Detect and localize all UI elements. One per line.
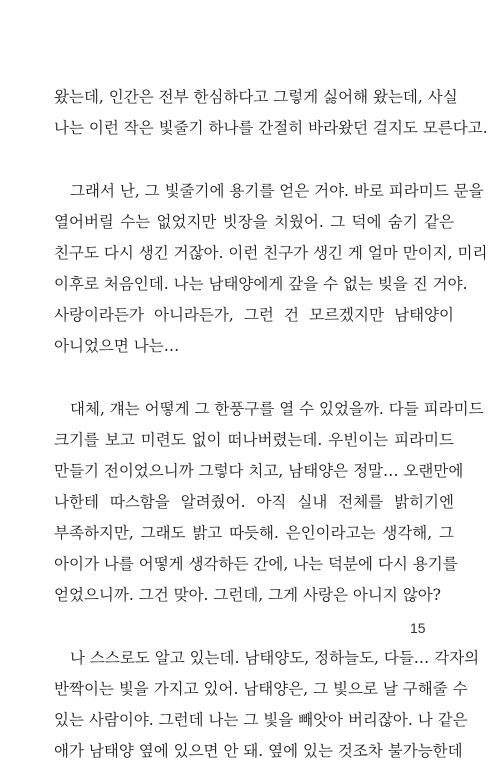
text-line: 나한테 따스함을 알려줬어. 아직 실내 전체를 밝히기엔 [54, 493, 454, 511]
text-line: 얻었으니까. 그건 맞아. 그런데, 그게 사랑은 아니지 않아? [54, 586, 441, 604]
text-line: 열어버릴 수는 없었지만 빗장을 치웠어. 그 덕에 숨기 같은 [54, 213, 454, 231]
paragraph-4 [54, 643, 480, 767]
text-line: 애가 남태양 옆에 있으면 안 돼. 옆에 있는 것조차 불가능한데 [54, 742, 463, 760]
text-line: 아니었으면 나는… [54, 337, 180, 355]
text-line: 나는 이런 작은 빛줄기 하나를 간절히 바라왔던 걸지도 모른다고. [54, 119, 488, 137]
text-line: 반짝이는 빛을 가지고 있어. 남태양은, 그 빛으로 날 구해줄 수 [54, 680, 468, 698]
page-number: 15 [410, 620, 426, 636]
text-line: 크기를 보고 미련도 없이 떠나버렸는데. 우빈이는 피라미드 [54, 431, 454, 449]
text-line: 부족하지만, 그래도 밝고 따듯해. 은인이라고는 생각해, 그 [54, 524, 454, 542]
paragraph-gap [54, 611, 454, 643]
text-line: 대체, 걔는 어떻게 그 한풍구를 열 수 있었을까. 다들 피라미드 [70, 400, 484, 418]
page-body [54, 82, 488, 767]
text-line: 친구도 다시 생긴 거잖아. 이런 친구가 생긴 게 얼마 만이지, 미리 [54, 244, 488, 262]
text-line: 이후로 처음인데. 나는 남태양에게 갚을 수 없는 빚을 진 거야. [54, 275, 468, 293]
text-line: 만들기 전이었으니까 그렇다 치고, 남태양은 정말… 오랜만에 [54, 462, 464, 480]
text-line: 사랑이라든가 아니라든가, 그런 건 모르겠지만 남태양이 [54, 306, 454, 324]
text-line: 있는 사람이야. 그런데 나는 그 빛을 빼앗아 버리잖아. 나 같은 [54, 711, 468, 729]
text-line: 그래서 난, 그 빛줄기에 용기를 얻은 거야. 바로 피라미드 문을 [70, 182, 484, 200]
paragraph-gap [54, 144, 454, 176]
paragraph-3 [54, 394, 484, 611]
paragraph-gap [54, 362, 454, 394]
text-line: 아이가 나를 어떻게 생각하든 간에, 나는 덕분에 다시 용기를 [54, 555, 458, 573]
paragraph-1 [54, 82, 488, 144]
paragraph-2 [54, 176, 488, 362]
text-line: 나 스스로도 알고 있는데. 남태양도, 정하늘도, 다들… 각자의 [70, 649, 480, 667]
text-line: 왔는데, 인간은 전부 한심하다고 그렇게 싫어해 왔는데, 사실 [54, 88, 458, 106]
